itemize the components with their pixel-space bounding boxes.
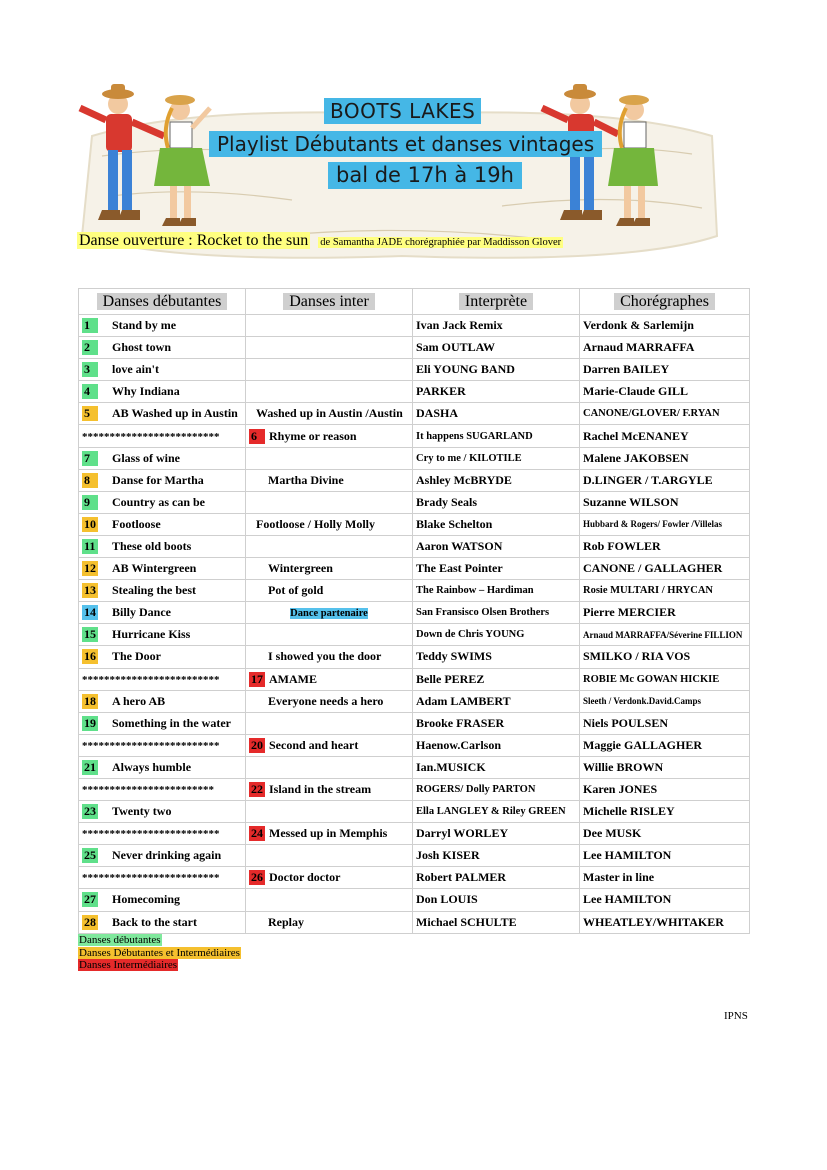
- inter-dance-name: Rhyme or reason: [269, 428, 357, 443]
- table-row: [79, 690, 750, 712]
- beginner-cell: [79, 690, 246, 712]
- table-row: [79, 513, 750, 535]
- dance-number: 27: [84, 892, 96, 907]
- artist-cell: Josh KISER: [413, 845, 580, 867]
- choreographer-cell: Hubbard & Rogers/ Fowler /Villelas: [580, 513, 750, 535]
- table-row: [79, 867, 750, 889]
- inter-cell: [246, 580, 413, 602]
- artist-cell: Don LOUIS: [413, 889, 580, 911]
- beginner-cell: [79, 801, 246, 823]
- choreographer-cell: Michelle RISLEY: [580, 801, 750, 823]
- table-row: [79, 535, 750, 557]
- dance-number: 2: [82, 340, 98, 355]
- beginner-cell: [79, 491, 246, 513]
- dance-number: 26: [251, 870, 263, 885]
- beginner-dance-name: Never drinking again: [112, 848, 222, 863]
- dance-number: 17: [251, 671, 263, 686]
- inter-dance-name: Messed up in Memphis: [269, 826, 388, 841]
- table-row: [79, 469, 750, 491]
- header-choreographer-label: Chorégraphes: [614, 293, 715, 310]
- legend-beginner-label: Danses débutantes: [79, 934, 161, 946]
- artist-cell: Aaron WATSON: [413, 535, 580, 557]
- table-row: [79, 845, 750, 867]
- table-row: [79, 447, 750, 469]
- beginner-dance-name: Always humble: [112, 759, 192, 774]
- dance-number: 23: [84, 804, 96, 819]
- title-line-3: bal de 17h à 19h: [328, 162, 522, 189]
- dance-number: 16: [84, 649, 96, 664]
- dance-number: 4: [82, 384, 98, 399]
- beginner-dance-name: Billy Dance: [112, 605, 171, 620]
- legend-both: [78, 947, 241, 960]
- choreographer-cell: Master in line: [580, 867, 750, 889]
- dance-number: 6: [249, 429, 265, 444]
- choreographer-cell: Arnaud MARRAFFA: [580, 337, 750, 359]
- artist-cell: Cry to me / KILOTILE: [413, 447, 580, 469]
- inter-cell: [246, 845, 413, 867]
- inter-cell: [246, 337, 413, 359]
- legend-inter: [78, 959, 241, 972]
- choreographer-cell: Maggie GALLAGHER: [580, 734, 750, 756]
- dance-number: 25: [84, 848, 96, 863]
- beginner-cell: [79, 381, 246, 403]
- artist-cell: Ivan Jack Remix: [413, 315, 580, 337]
- artist-cell: The East Pointer: [413, 558, 580, 580]
- dance-number: 21: [84, 759, 96, 774]
- choreographer-cell: Suzanne WILSON: [580, 491, 750, 513]
- choreographer-cell: CANONE/GLOVER/ F.RYAN: [580, 403, 750, 425]
- choreographer-cell: Karen JONES: [580, 778, 750, 800]
- beginner-cell: [79, 602, 246, 624]
- artist-cell: Brady Seals: [413, 491, 580, 513]
- beginner-cell: [79, 734, 246, 756]
- inter-dance-name: I showed you the door: [268, 649, 382, 664]
- beginner-cell: [79, 712, 246, 734]
- inter-cell: [246, 756, 413, 778]
- playlist-body: [79, 315, 750, 934]
- dance-number: 3: [82, 362, 98, 377]
- beginner-dance-name: Why Indiana: [112, 384, 180, 399]
- dance-number: 14: [84, 605, 96, 620]
- choreographer-cell: Verdonk & Sarlemijn: [580, 315, 750, 337]
- table-header-row: [79, 289, 750, 315]
- artist-cell: Ashley McBRYDE: [413, 469, 580, 491]
- inter-dance-name: Everyone needs a hero: [268, 693, 384, 708]
- legend-both-label: Danses Débutantes et Intermédiaires: [79, 946, 240, 959]
- beginner-dance-name: Footloose: [112, 516, 161, 531]
- ipns-note: IPNS: [724, 1010, 748, 1022]
- header-beginner-label: Danses débutantes: [97, 293, 228, 310]
- inter-cell: [246, 491, 413, 513]
- inter-cell: [246, 712, 413, 734]
- inter-cell: [246, 646, 413, 668]
- opening-dance: [77, 232, 563, 250]
- inter-cell: [246, 447, 413, 469]
- beginner-dance-name: Hurricane Kiss: [112, 627, 191, 642]
- inter-cell: [246, 558, 413, 580]
- header-inter: [246, 289, 413, 315]
- opening-dance-title: Danse ouverture : Rocket to the sun: [79, 232, 309, 249]
- inter-cell: [246, 469, 413, 491]
- dance-number: 11: [82, 539, 98, 554]
- artist-cell: Michael SCHULTE: [413, 911, 580, 933]
- table-row: [79, 491, 750, 513]
- inter-dance-name: Dance partenaire: [290, 608, 368, 620]
- beginner-dance-name: Glass of wine: [112, 450, 181, 465]
- inter-dance-name: Island in the stream: [269, 782, 372, 797]
- beginner-dance-name: AB Wintergreen: [112, 561, 197, 576]
- beginner-cell: [79, 911, 246, 933]
- cowboy-dancers-right-icon: [518, 78, 658, 238]
- stars-placeholder: *************************: [82, 673, 220, 686]
- dance-number: 10: [84, 516, 96, 531]
- inter-cell: [246, 359, 413, 381]
- choreographer-cell: ROBIE Mc GOWAN HICKIE: [580, 668, 750, 690]
- dance-number: 15: [84, 627, 96, 642]
- legend-beginner: [78, 934, 241, 947]
- inter-cell: [246, 778, 413, 800]
- artist-cell: Eli YOUNG BAND: [413, 359, 580, 381]
- beginner-dance-name: love ain't: [112, 362, 159, 377]
- artist-cell: Blake Schelton: [413, 513, 580, 535]
- inter-cell: [246, 690, 413, 712]
- beginner-cell: [79, 624, 246, 646]
- inter-cell: [246, 668, 413, 690]
- dance-number: 9: [82, 495, 98, 510]
- inter-dance-name: Second and heart: [269, 737, 359, 752]
- beginner-cell: [79, 845, 246, 867]
- choreographer-cell: D.LINGER / T.ARGYLE: [580, 469, 750, 491]
- table-row: [79, 580, 750, 602]
- inter-cell: [246, 535, 413, 557]
- beginner-dance-name: Homecoming: [112, 892, 180, 907]
- choreographer-cell: Rob FOWLER: [580, 535, 750, 557]
- dance-number: 28: [84, 914, 96, 929]
- artist-cell: It happens SUGARLAND: [413, 425, 580, 447]
- choreographer-cell: Lee HAMILTON: [580, 889, 750, 911]
- dance-number: 7: [82, 451, 98, 466]
- beginner-cell: [79, 646, 246, 668]
- beginner-cell: [79, 469, 246, 491]
- artist-cell: Ian.MUSICK: [413, 756, 580, 778]
- inter-dance-name: Replay: [268, 914, 304, 929]
- table-row: [79, 668, 750, 690]
- beginner-dance-name: The Door: [112, 649, 161, 664]
- stars-placeholder: ************************: [82, 784, 214, 797]
- legend-inter-label: Danses Intermédiaires: [79, 959, 178, 971]
- beginner-cell: [79, 778, 246, 800]
- choreographer-cell: Pierre MERCIER: [580, 602, 750, 624]
- choreographer-cell: Lee HAMILTON: [580, 845, 750, 867]
- table-row: [79, 359, 750, 381]
- inter-cell: [246, 734, 413, 756]
- artist-cell: Sam OUTLAW: [413, 337, 580, 359]
- dance-number: 5: [82, 406, 98, 421]
- dance-number: 22: [251, 782, 263, 797]
- inter-dance-name: Doctor doctor: [269, 870, 341, 885]
- table-row: [79, 602, 750, 624]
- table-row: [79, 337, 750, 359]
- inter-cell: [246, 425, 413, 447]
- beginner-dance-name: Back to the start: [112, 914, 197, 929]
- choreographer-cell: Marie-Claude GILL: [580, 381, 750, 403]
- choreographer-cell: Sleeth / Verdonk.David.Camps: [580, 690, 750, 712]
- beginner-cell: [79, 889, 246, 911]
- beginner-dance-name: These old boots: [112, 538, 192, 553]
- inter-dance-name: Washed up in Austin /Austin: [256, 406, 403, 421]
- beginner-dance-name: Danse for Martha: [112, 472, 204, 487]
- inter-dance-name: Wintergreen: [268, 561, 333, 576]
- choreographer-cell: SMILKO / RIA VOS: [580, 646, 750, 668]
- stars-placeholder: *************************: [82, 739, 220, 752]
- choreographer-cell: Dee MUSK: [580, 823, 750, 845]
- inter-cell: [246, 801, 413, 823]
- dance-number: 12: [84, 561, 96, 576]
- artist-cell: Ella LANGLEY & Riley GREEN: [413, 801, 580, 823]
- beginner-cell: [79, 823, 246, 845]
- dance-number: 18: [84, 693, 96, 708]
- table-row: [79, 801, 750, 823]
- choreographer-cell: Niels POULSEN: [580, 712, 750, 734]
- artist-cell: The Rainbow – Hardiman: [413, 580, 580, 602]
- choreographer-cell: Malene JAKOBSEN: [580, 447, 750, 469]
- inter-cell: [246, 624, 413, 646]
- cowboy-dancers-left-icon: [72, 78, 212, 238]
- artist-cell: Belle PEREZ: [413, 668, 580, 690]
- beginner-cell: [79, 425, 246, 447]
- table-row: [79, 624, 750, 646]
- beginner-dance-name: Something in the water: [112, 715, 231, 730]
- inter-dance-name: AMAME: [269, 671, 317, 686]
- inter-cell: [246, 381, 413, 403]
- choreographer-cell: Darren BAILEY: [580, 359, 750, 381]
- dance-number: 19: [84, 715, 96, 730]
- artist-cell: Down de Chris YOUNG: [413, 624, 580, 646]
- beginner-cell: [79, 359, 246, 381]
- header-artist-label: Interprète: [459, 293, 533, 310]
- table-row: [79, 778, 750, 800]
- table-row: [79, 712, 750, 734]
- beginner-dance-name: A hero AB: [112, 693, 166, 708]
- beginner-cell: [79, 668, 246, 690]
- title-line-1: BOOTS LAKES: [324, 98, 481, 124]
- choreographer-cell: Willie BROWN: [580, 756, 750, 778]
- artist-cell: Darryl WORLEY: [413, 823, 580, 845]
- table-row: [79, 823, 750, 845]
- beginner-dance-name: Country as can be: [112, 494, 206, 509]
- beginner-cell: [79, 535, 246, 557]
- beginner-dance-name: AB Washed up in Austin: [112, 406, 238, 421]
- dance-number: 13: [84, 583, 96, 598]
- inter-cell: [246, 403, 413, 425]
- table-row: [79, 646, 750, 668]
- inter-cell: [246, 513, 413, 535]
- artist-cell: Teddy SWIMS: [413, 646, 580, 668]
- beginner-cell: [79, 867, 246, 889]
- header-inter-label: Danses inter: [283, 293, 375, 310]
- header-choreographer: [580, 289, 750, 315]
- beginner-dance-name: Stand by me: [112, 318, 177, 333]
- dance-number: 1: [82, 318, 98, 333]
- inter-dance-name: Footloose / Holly Molly: [256, 516, 375, 531]
- artist-cell: ROGERS/ Dolly PARTON: [413, 778, 580, 800]
- table-row: [79, 756, 750, 778]
- inter-cell: [246, 889, 413, 911]
- table-row: [79, 911, 750, 933]
- artist-cell: PARKER: [413, 381, 580, 403]
- beginner-dance-name: Twenty two: [112, 804, 172, 819]
- table-row: [79, 425, 750, 447]
- inter-cell: [246, 867, 413, 889]
- beginner-cell: [79, 756, 246, 778]
- table-row: [79, 315, 750, 337]
- dance-number: 24: [251, 826, 263, 841]
- table-row: [79, 558, 750, 580]
- opening-dance-credit: de Samantha JADE chorégraphiée par Maddisson Glover: [320, 237, 562, 248]
- choreographer-cell: CANONE / GALLAGHER: [580, 558, 750, 580]
- artist-cell: DASHA: [413, 403, 580, 425]
- inter-cell: [246, 602, 413, 624]
- table-row: [79, 889, 750, 911]
- playlist-table: [78, 288, 750, 934]
- inter-cell: [246, 911, 413, 933]
- legend: [78, 934, 241, 972]
- inter-cell: [246, 823, 413, 845]
- choreographer-cell: Rachel McENANEY: [580, 425, 750, 447]
- artist-cell: Brooke FRASER: [413, 712, 580, 734]
- header-artist: [413, 289, 580, 315]
- table-row: [79, 734, 750, 756]
- beginner-cell: [79, 513, 246, 535]
- artist-cell: Robert PALMER: [413, 867, 580, 889]
- beginner-cell: [79, 558, 246, 580]
- inter-cell: [246, 315, 413, 337]
- table-row: [79, 381, 750, 403]
- beginner-cell: [79, 403, 246, 425]
- beginner-dance-name: Ghost town: [112, 340, 172, 355]
- beginner-cell: [79, 580, 246, 602]
- dance-number: 8: [82, 473, 98, 488]
- stars-placeholder: *************************: [82, 430, 220, 443]
- choreographer-cell: Rosie MULTARI / HRYCAN: [580, 580, 750, 602]
- choreographer-cell: WHEATLEY/WHITAKER: [580, 911, 750, 933]
- beginner-cell: [79, 447, 246, 469]
- inter-dance-name: Pot of gold: [268, 583, 324, 598]
- table-row: [79, 403, 750, 425]
- title-line-2: Playlist Débutants et danses vintages: [209, 131, 602, 157]
- choreographer-cell: Arnaud MARRAFFA/Séverine FILLION: [580, 624, 750, 646]
- beginner-cell: [79, 315, 246, 337]
- artist-cell: Adam LAMBERT: [413, 690, 580, 712]
- dance-number: 20: [251, 737, 263, 752]
- beginner-cell: [79, 337, 246, 359]
- stars-placeholder: *************************: [82, 872, 220, 885]
- inter-dance-name: Martha Divine: [268, 472, 344, 487]
- artist-cell: Haenow.Carlson: [413, 734, 580, 756]
- stars-placeholder: *************************: [82, 828, 220, 841]
- header-beginner: [79, 289, 246, 315]
- beginner-dance-name: Stealing the best: [112, 583, 196, 598]
- artist-cell: San Fransisco Olsen Brothers: [413, 602, 580, 624]
